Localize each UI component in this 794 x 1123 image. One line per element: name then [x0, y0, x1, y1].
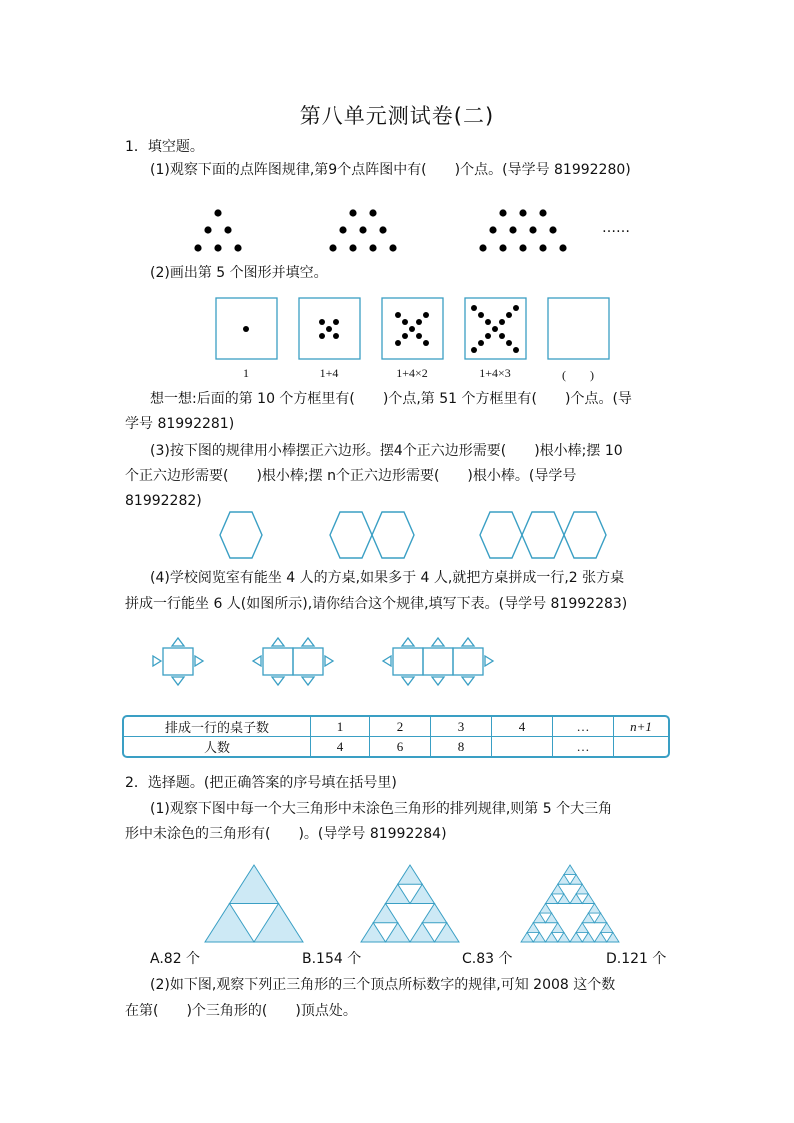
q1-heading: 1．填空题。 [125, 139, 204, 155]
q1-p4b: 拼成一行能坐 6 人(如图所示),请你结合这个规律,填写下表。(导学号 81992283) [125, 596, 628, 612]
q2-p1a: (1)观察下图中每一个大三角形中未涂色三角形的排列规律,则第 5 个大三角 [150, 801, 613, 817]
triangle-pattern-1 [205, 865, 303, 942]
triangle-pattern-3 [521, 865, 619, 942]
box-label-2: 1+4 [319, 366, 339, 380]
dots-ellipsis: …… [602, 220, 630, 236]
q2-p2a: (2)如下图,观察下列正三角形的三个顶点所标数字的规律,可知 2008 这个数 [150, 977, 616, 993]
dot-pattern-2 [329, 209, 396, 251]
option-c[interactable]: C.83 个 [462, 951, 513, 967]
q2-p1b: 形中未涂色的三角形有( )。(导学号 81992284) [125, 826, 447, 842]
q1-p3c: 81992282) [125, 493, 202, 509]
tables-figure [153, 638, 493, 685]
q1-p2: (2)画出第 5 个图形并填空。 [150, 265, 328, 281]
seat-table [122, 715, 670, 758]
q1-p3a: (3)按下图的规律用小棒摆正六边形。摆4个正六边形需要( )根小棒;摆 10 [150, 443, 623, 459]
box-label-3: 1+4×2 [396, 366, 428, 380]
box-label-5: ( ) [562, 368, 594, 382]
option-b[interactable]: B.154 个 [302, 951, 362, 967]
dot-pattern-3 [479, 209, 566, 251]
option-d[interactable]: D.121 个 [606, 951, 667, 967]
hexagons [220, 512, 606, 558]
table-cell-blank[interactable] [492, 737, 553, 756]
q1-p3b: 个正六边形需要( )根小棒;摆 n个正六边形需要( )根小棒。(导学号 [125, 468, 577, 484]
option-a[interactable]: A.82 个 [150, 951, 201, 967]
think-line-1: 想一想:后面的第 10 个方框里有( )个点,第 51 个方框里有( )个点。(导 [150, 391, 632, 407]
q1-p4a: (4)学校阅览室有能坐 4 人的方桌,如果多于 4 人,就把方桌拼成一行,2 张方桌 [150, 570, 625, 586]
triangle-pattern-2 [361, 865, 459, 942]
q2-p2b: 在第( )个三角形的( )顶点处。 [125, 1003, 357, 1019]
box-label-1: 1 [243, 366, 249, 380]
table-row: 人数 4 6 8 … [124, 737, 668, 756]
think-line-2: 学号 81992281) [125, 416, 235, 432]
q1-p1: (1)观察下面的点阵图规律,第9个点阵图中有( )个点。(导学号 81992280) [150, 162, 631, 178]
table-cell-blank[interactable] [614, 737, 668, 756]
dot-pattern-1 [194, 209, 241, 251]
q2-heading: 2．选择题。(把正确答案的序号填在括号里) [125, 775, 397, 791]
table-row: 排成一行的桌子数 1 2 3 4 … n+1 [124, 717, 668, 737]
page-title: 第八单元测试卷(二) [299, 104, 495, 128]
box-label-4: 1+4×3 [479, 366, 511, 380]
